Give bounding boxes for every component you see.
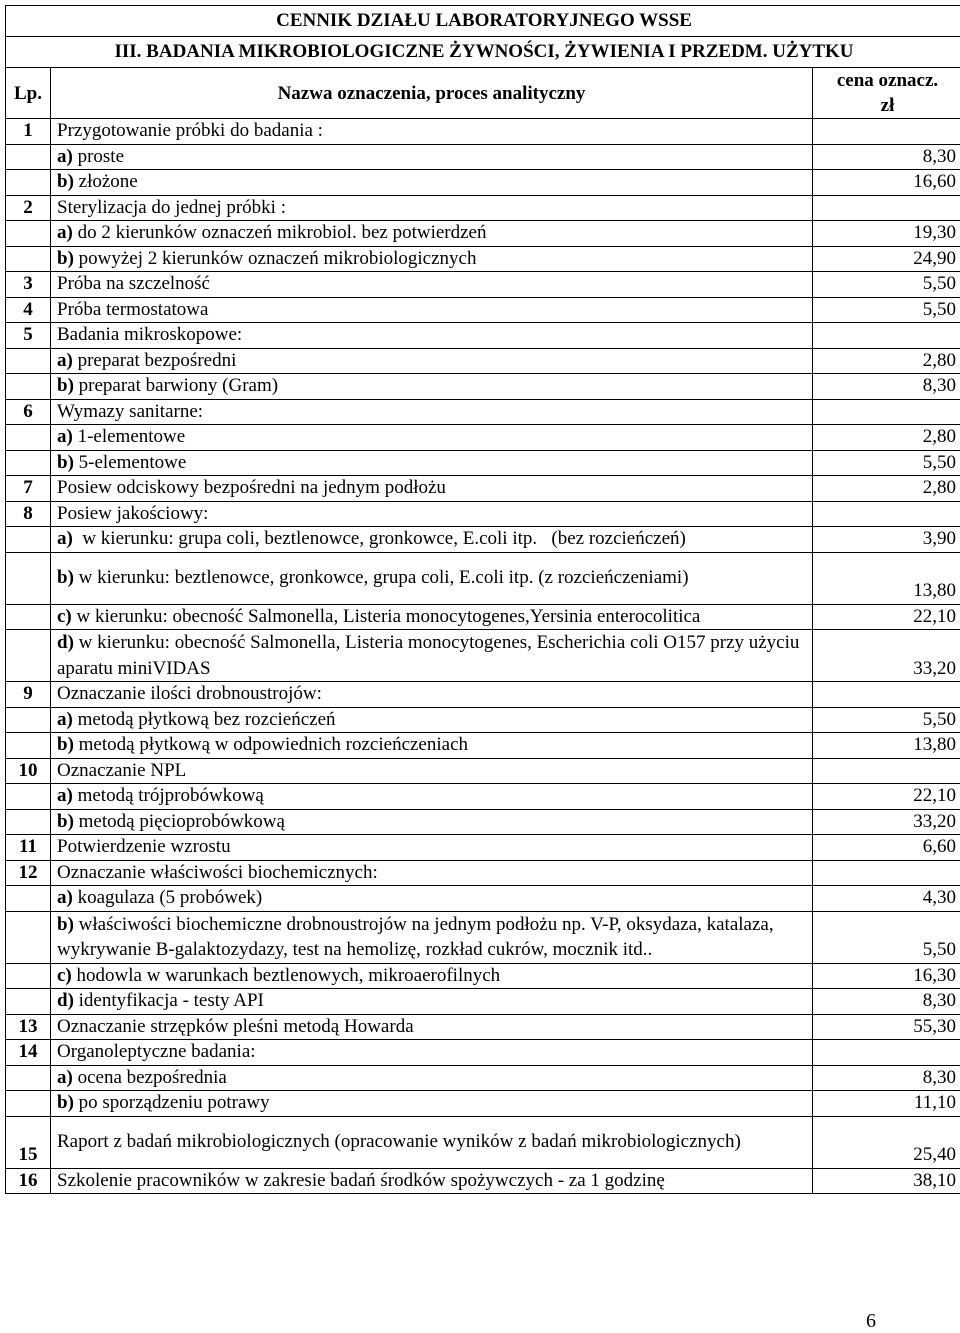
table-row: [6, 707, 960, 733]
item-text: Posiew odciskowy bezpośredni na jednym podłożu: [57, 477, 446, 498]
row-number: [6, 963, 51, 989]
row-price: 8,30: [813, 374, 960, 400]
row-price: 5,50: [813, 911, 960, 963]
item-text: preparat bezpośredni: [72, 349, 237, 371]
row-number: 5: [6, 323, 51, 349]
row-number: [6, 886, 51, 912]
row-price: 3,90: [813, 527, 960, 553]
row-number: [6, 450, 51, 476]
row-description: [51, 501, 813, 527]
row-description: [51, 425, 813, 451]
item-label: b): [57, 171, 74, 192]
row-price: [813, 682, 960, 708]
item-label: a): [57, 145, 73, 167]
row-description: [51, 835, 813, 861]
table-row: [6, 221, 960, 247]
header-row: [6, 68, 960, 119]
row-price: 5,50: [813, 272, 960, 298]
row-description: [51, 323, 813, 349]
item-text: w kierunku: grupa coli, beztlenowce, gronkowce, E.coli itp. (bez rozcieńczeń): [72, 528, 686, 549]
row-description: [51, 911, 813, 963]
row-price: 25,40: [813, 1116, 960, 1168]
row-number: 4: [6, 297, 51, 323]
item-label: a): [57, 426, 73, 447]
row-number: [6, 246, 51, 272]
row-number: [6, 989, 51, 1015]
table-row: [6, 860, 960, 886]
table-row: [6, 989, 960, 1015]
row-description: [51, 374, 813, 400]
row-price: 19,30: [813, 221, 960, 247]
row-number: [6, 425, 51, 451]
table-row: [6, 1116, 960, 1168]
row-price: 24,90: [813, 246, 960, 272]
row-description: [51, 758, 813, 784]
item-text: Potwierdzenie wzrostu: [57, 836, 231, 857]
item-text: powyżej 2 kierunków oznaczeń mikrobiologicznych: [73, 247, 477, 269]
row-description: [51, 170, 813, 196]
table-row: [6, 119, 960, 145]
table-row: [6, 348, 960, 374]
row-description: [51, 784, 813, 810]
row-price: [813, 195, 960, 221]
row-price: 2,80: [813, 476, 960, 502]
table-row: [6, 963, 960, 989]
item-label: b): [57, 913, 74, 935]
table-row: [6, 399, 960, 425]
table-row: [6, 604, 960, 630]
row-price: [813, 323, 960, 349]
item-label: b): [57, 375, 74, 396]
item-label: b): [57, 1092, 74, 1113]
row-description: [51, 297, 813, 323]
item-text: 5-elementowe: [73, 451, 187, 473]
item-text: proste: [72, 145, 125, 167]
row-price: [813, 1040, 960, 1066]
item-label: a): [57, 1066, 73, 1088]
table-row: [6, 1091, 960, 1117]
row-number: [6, 809, 51, 835]
table-row: [6, 1040, 960, 1066]
item-text: Próba termostatowa: [57, 298, 209, 320]
row-price: 8,30: [813, 144, 960, 170]
row-price: 2,80: [813, 348, 960, 374]
item-label: a): [57, 785, 73, 806]
row-description: [51, 399, 813, 425]
row-price: 5,50: [813, 450, 960, 476]
item-label: c): [57, 605, 72, 627]
table-row: [6, 527, 960, 553]
row-description: [51, 1014, 813, 1040]
row-number: 10: [6, 758, 51, 784]
table-row: [6, 682, 960, 708]
item-text: w kierunku: beztlenowce, gronkowce, grupa coli, E.coli itp. (z rozcieńczeniami): [73, 567, 689, 589]
table-row: [6, 835, 960, 861]
row-number: 2: [6, 195, 51, 221]
table-row: [6, 476, 960, 502]
row-number: [6, 604, 51, 630]
item-text: Organoleptyczne badania:: [57, 1041, 256, 1062]
item-label: a): [57, 887, 73, 908]
row-price: 16,60: [813, 170, 960, 196]
row-price: 8,30: [813, 1065, 960, 1091]
row-number: [6, 374, 51, 400]
table-row: [6, 911, 960, 963]
item-label: c): [57, 964, 72, 986]
item-text: metodą płytkową bez rozcieńczeń: [72, 708, 336, 730]
item-text: w kierunku: obecność Salmonella, Listeria monocytogenes, Escherichia coli O157 przy użyciu aparatu miniVIDAS: [57, 632, 805, 679]
row-number: [6, 911, 51, 963]
item-text: 1-elementowe: [72, 426, 186, 447]
item-label: d): [57, 990, 74, 1011]
header-lp: Lp.: [6, 68, 51, 119]
table-row: [6, 1168, 960, 1194]
row-description: [51, 733, 813, 759]
row-description: [51, 144, 813, 170]
item-text: Oznaczanie NPL: [57, 759, 187, 781]
table-row: [6, 170, 960, 196]
row-number: 3: [6, 272, 51, 298]
row-description: [51, 682, 813, 708]
header-name: Nazwa oznaczenia, proces analityczny: [51, 68, 813, 119]
row-description: [51, 886, 813, 912]
row-number: [6, 144, 51, 170]
item-text: metodą trójprobówkową: [72, 785, 264, 806]
section-title: III. BADANIA MIKROBIOLOGICZNE ŻYWNOŚCI, ŻYWIENIA I PRZEDM. UŻYTKU: [6, 37, 960, 68]
item-label: a): [57, 222, 73, 243]
item-label: a): [57, 349, 73, 371]
row-number: 13: [6, 1014, 51, 1040]
title-row: [6, 6, 960, 37]
table-row: [6, 501, 960, 527]
row-number: 8: [6, 501, 51, 527]
table-row: [6, 809, 960, 835]
table-row: [6, 323, 960, 349]
page-number: 6: [866, 1310, 876, 1332]
row-description: [51, 1040, 813, 1066]
item-text: metodą pięcioprobówkową: [73, 810, 285, 832]
header-price-label: cena oznacz. zł: [836, 70, 939, 116]
row-price: 6,60: [813, 835, 960, 861]
item-text: identyfikacja - testy API: [73, 990, 264, 1011]
item-text: hodowla w warunkach beztlenowych, mikroaerofilnych: [71, 964, 501, 986]
row-number: 1: [6, 119, 51, 145]
item-label: b): [57, 247, 74, 269]
row-price: 38,10: [813, 1168, 960, 1194]
row-description: [51, 989, 813, 1015]
item-text: Posiew jakościowy:: [57, 502, 209, 524]
row-price: 33,20: [813, 809, 960, 835]
row-number: [6, 348, 51, 374]
row-price: 5,50: [813, 297, 960, 323]
row-number: [6, 630, 51, 682]
item-label: b): [57, 451, 74, 473]
row-price: 13,80: [813, 552, 960, 604]
item-text: w kierunku: obecność Salmonella, Listeria monocytogenes,Yersinia enterocolitica: [71, 605, 701, 627]
table-row: [6, 374, 960, 400]
row-description: [51, 119, 813, 145]
table-row: [6, 886, 960, 912]
row-price: 16,30: [813, 963, 960, 989]
item-text: po sporządzeniu potrawy: [73, 1092, 270, 1113]
table-row: [6, 784, 960, 810]
row-description: [51, 552, 813, 604]
row-description: [51, 963, 813, 989]
item-text: Badania mikroskopowe:: [57, 324, 243, 345]
row-price: 55,30: [813, 1014, 960, 1040]
subtitle-row: [6, 37, 960, 68]
table-row: [6, 297, 960, 323]
row-number: 12: [6, 860, 51, 886]
document-title: CENNIK DZIAŁU LABORATORYJNEGO WSSE: [6, 6, 960, 37]
item-text: właściwości biochemiczne drobnoustrojów na jednym podłożu np. V-P, oksydaza, katalaza, wykrywanie B-galaktozydazy, test na hemolizę, rozkład cukrów, mocznik itd..: [57, 913, 779, 960]
item-label: a): [57, 528, 73, 549]
row-price: 4,30: [813, 886, 960, 912]
row-description: [51, 860, 813, 886]
row-description: [51, 1116, 813, 1168]
item-text: Wymazy sanitarne:: [57, 400, 204, 422]
item-text: złożone: [73, 171, 138, 192]
table-row: [6, 1014, 960, 1040]
row-description: [51, 707, 813, 733]
row-number: [6, 707, 51, 733]
item-text: metodą płytkową w odpowiednich rozcieńczeniach: [73, 734, 469, 755]
row-price: [813, 758, 960, 784]
row-price: 8,30: [813, 989, 960, 1015]
row-number: 16: [6, 1168, 51, 1194]
row-description: [51, 809, 813, 835]
row-number: [6, 170, 51, 196]
table-row: [6, 552, 960, 604]
item-label: d): [57, 632, 74, 653]
table-row: [6, 425, 960, 451]
row-price: 2,80: [813, 425, 960, 451]
item-text: preparat barwiony (Gram): [73, 375, 279, 396]
item-text: ocena bezpośrednia: [72, 1066, 227, 1088]
item-text: Oznaczanie właściwości biochemicznych:: [57, 861, 378, 883]
row-description: [51, 348, 813, 374]
table-row: [6, 1065, 960, 1091]
item-label: b): [57, 567, 74, 589]
row-description: [51, 272, 813, 298]
row-price: [813, 399, 960, 425]
row-description: [51, 1168, 813, 1194]
row-description: [51, 604, 813, 630]
item-text: Raport z badań mikrobiologicznych (opracowanie wyników z badań mikrobiologicznych): [57, 1131, 741, 1153]
header-price: [813, 68, 960, 119]
row-description: [51, 1065, 813, 1091]
item-label: b): [57, 734, 74, 755]
table-row: [6, 630, 960, 682]
item-text: Próba na szczelność: [57, 273, 210, 294]
row-number: 15: [6, 1116, 51, 1168]
row-number: [6, 527, 51, 553]
row-description: [51, 450, 813, 476]
table-row: [6, 758, 960, 784]
table-row: [6, 733, 960, 759]
row-number: 11: [6, 835, 51, 861]
item-text: Szkolenie pracowników w zakresie badań środków spożywczych - za 1 godzinę: [57, 1169, 665, 1191]
row-number: [6, 784, 51, 810]
row-description: [51, 1091, 813, 1117]
item-text: Sterylizacja do jednej próbki :: [57, 196, 286, 218]
row-number: 6: [6, 399, 51, 425]
row-price: 22,10: [813, 604, 960, 630]
row-number: [6, 1065, 51, 1091]
row-price: 11,10: [813, 1091, 960, 1117]
row-number: [6, 552, 51, 604]
row-description: [51, 630, 813, 682]
table-row: [6, 144, 960, 170]
item-text: koagulaza (5 probówek): [72, 887, 263, 908]
row-description: [51, 527, 813, 553]
item-label: a): [57, 708, 73, 730]
price-list-table: [5, 5, 960, 1194]
table-row: [6, 246, 960, 272]
row-description: [51, 195, 813, 221]
table-row: [6, 450, 960, 476]
row-number: 14: [6, 1040, 51, 1066]
row-price: [813, 119, 960, 145]
table-row: [6, 272, 960, 298]
row-number: 7: [6, 476, 51, 502]
row-price: 22,10: [813, 784, 960, 810]
row-description: [51, 221, 813, 247]
row-number: [6, 733, 51, 759]
table-row: [6, 195, 960, 221]
row-price: [813, 860, 960, 886]
item-text: Przygotowanie próbki do badania :: [57, 120, 323, 141]
row-price: [813, 501, 960, 527]
item-text: Oznaczanie ilości drobnoustrojów:: [57, 683, 322, 704]
item-text: Oznaczanie strzępków pleśni metodą Howarda: [57, 1015, 414, 1037]
row-price: 5,50: [813, 707, 960, 733]
row-number: [6, 1091, 51, 1117]
row-number: 9: [6, 682, 51, 708]
row-number: [6, 221, 51, 247]
item-label: b): [57, 810, 74, 832]
row-price: 33,20: [813, 630, 960, 682]
row-description: [51, 246, 813, 272]
row-description: [51, 476, 813, 502]
row-price: 13,80: [813, 733, 960, 759]
item-text: do 2 kierunków oznaczeń mikrobiol. bez potwierdzeń: [72, 222, 487, 243]
